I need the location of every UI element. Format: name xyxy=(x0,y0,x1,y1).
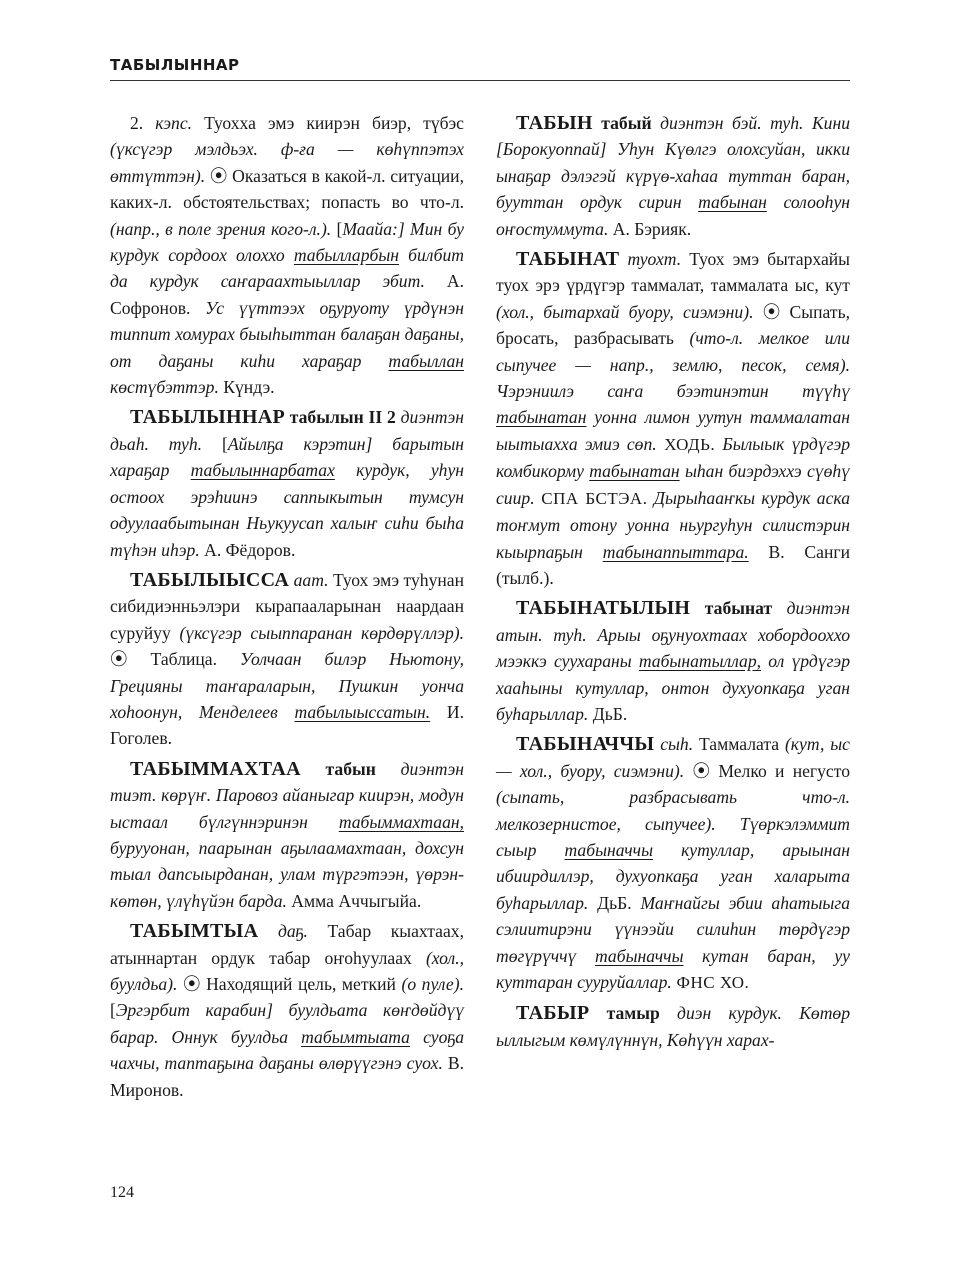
usage-note: (үксүгэр мэлдьэх. ф-ға — көһүппэтэх өттүттэн). xyxy=(110,139,464,186)
example: барытын харaҕар xyxy=(110,433,464,481)
russian-translation: ⦿ Находящий цель, меткий xyxy=(177,974,402,994)
example: курдук, уһун остоох эрэһиинэ саппыкытын тумсун одуулаабытынан Ньукуусап халыҥ сиһи быһа түһэн иһэр. xyxy=(110,460,465,560)
grammar-label: сыһ. xyxy=(654,734,694,755)
grammar-label: даҕ. xyxy=(258,921,308,942)
bracket: [ xyxy=(110,1000,116,1021)
usage-note: (үксүгэр сыыппаранан көрдөрүллэр). xyxy=(179,622,464,643)
entry-tabymtyya xyxy=(110,918,464,1103)
headword: ТАБЫЛЫННАР xyxy=(130,406,285,429)
example: кутан баран, уу куттаран сууруйаллар. xyxy=(496,945,850,992)
base-word: табылын II 2 xyxy=(284,407,396,428)
definition: Таммалата xyxy=(693,734,785,755)
russian-translation: ⦿ Сыпать, бросать, разбрасывать xyxy=(496,301,850,349)
russian-translation: ⦿ Таблица. xyxy=(110,649,218,670)
grammar-label: диэнтэн дьаһ. туһ. xyxy=(110,407,464,454)
example: Түөркэлэммит сыыр xyxy=(496,813,851,860)
entry-sense-2 xyxy=(110,110,464,400)
russian-translation: ⦿ Мелко и негусто xyxy=(684,760,850,781)
example-keyword: табыммахтаан, xyxy=(338,811,464,832)
base-word: тамыр xyxy=(589,1003,660,1024)
example: буулдьата көҥдөйдүү барар. Оннук буулдьа xyxy=(110,1000,464,1047)
definition: Туохха эмэ киирэн биэр, түбэс xyxy=(192,113,464,133)
translation-note: (о пуле). xyxy=(401,974,464,994)
example-keyword: табылыыссатын. xyxy=(294,701,431,722)
entry-tabylyyssa xyxy=(110,567,464,752)
example-keyword: табынатан xyxy=(589,461,680,482)
base-word: табын xyxy=(300,758,376,779)
example: Көтөр ыллыгым көмүлүннүн, Көһүүн харах- xyxy=(496,1003,850,1050)
source: В. Санги (тылб.). xyxy=(496,541,850,588)
entry-tabynachchy xyxy=(496,731,850,996)
definition: Туох эмэ туһунан сибидиэнньэлэри кырапааларынан наардаан суруйуу xyxy=(110,569,464,643)
definition: Туох эмэ бытархайы туох эрэ үрдүгэр таммалат, таммалата ыс, кут xyxy=(496,249,850,296)
source: А. Софронов. xyxy=(110,271,464,318)
entry-tabymmakhtaa xyxy=(110,756,464,914)
usage-note: (хол., бытархай буору, сиэмэни). xyxy=(496,301,754,322)
source: А. Фёдоров. xyxy=(199,539,296,560)
grammar-label: туохт. xyxy=(619,249,682,270)
grammar-label: диэнтэн атын. туһ. xyxy=(496,598,850,645)
sense-number: 2. xyxy=(130,113,144,133)
example: ол үрдүгэр хааһыны кутуллар, онтон духуопкаҕа уган буһарыллар. xyxy=(496,651,850,724)
translation-note: (сыпать, разбрасывать что-л. мелкозернистое, сыпучее). xyxy=(496,787,850,834)
russian-translation: ⦿ Оказаться в какой-л. ситуации, каких-л. обстоятельствах; попасть во что-л. xyxy=(110,165,464,213)
example: Арыы оҕунуохтаах хобордооххо мээккэ суухараны xyxy=(496,624,850,672)
example: суоҕа чахчы, таптаҕына даҕаны өлөрүүгэнэ суох. xyxy=(110,1026,465,1074)
example: Мин бу курдук сордоох олоххо xyxy=(110,218,464,266)
example: ыһан биэрдэххэ сүөһү сиир. xyxy=(496,461,850,508)
grammar-label: диэн курдук. xyxy=(659,1003,782,1024)
headword: ТАБЫММАХТАА xyxy=(130,757,301,780)
translation-note: (напр., в поле зрения кого-л.). xyxy=(110,218,332,239)
source: СПА БСТЭА. xyxy=(534,488,648,508)
example-keyword: табыллан xyxy=(388,350,464,371)
entry-tabynatylyn xyxy=(496,595,850,727)
source: В. Миронов. xyxy=(110,1053,464,1100)
bracket-text: Эргэрбит карабин] xyxy=(115,1000,273,1021)
example: көстүбэттэр. xyxy=(110,377,219,398)
bracket-text: Айылҕа кэрэтин] xyxy=(227,433,373,454)
source: А. Бэрияк. xyxy=(608,218,692,239)
example: Чэрэниилэ саҥа бээтинэтин түүһү xyxy=(496,381,850,402)
example-keyword: табылыннарбатах xyxy=(190,460,335,481)
usage-note: (хол., буулдьа). xyxy=(110,947,464,994)
header-rule xyxy=(110,80,850,81)
example-keyword: табыначчы xyxy=(564,839,653,860)
grammar-label: диэнтэн тиэт. көрүҥ. xyxy=(110,758,464,806)
definition: Табар кыахтаах, атыннартан ордук табар оҥоһуулаах xyxy=(110,921,464,968)
base-word: табый xyxy=(592,113,652,133)
entry-tabyn xyxy=(496,110,850,242)
source: ФНС ХО. xyxy=(671,973,750,992)
source: Амма Аччыгыйа. xyxy=(286,890,422,911)
headword: ТАБЫЛЫЫССА xyxy=(130,568,290,591)
source: ХОДЬ. xyxy=(656,434,716,454)
example: бурууонан, паарынан аҕылаамахтаан, дохсун тыал дапсыырданан, улам түргэтээн, үөрэн-көтөн, үлүһүйэн барда. xyxy=(110,837,464,911)
grammar-label: кэпс. xyxy=(143,113,193,133)
example: Былыык үрдүгэр комбикорму xyxy=(496,433,850,482)
bracket-text: Маайа:] xyxy=(342,218,405,239)
entry-tabylynnar xyxy=(110,404,464,562)
example: Маҥнайгы эбии аһатыыга сэлиитирэни үүнээйи силиһин төрдүгэр төгүрүччү xyxy=(496,892,850,966)
example: Уолчаан билэр Ньютону, Грецияны таҥараларын, Пушкин уонча хоһоонун, Менделеев xyxy=(110,649,464,722)
example-keyword: табынаппыттара. xyxy=(602,541,749,562)
example: билбит да курдук саҥараахтыыллар эбит. xyxy=(110,245,465,292)
headword: ТАБЫН xyxy=(516,112,593,134)
example: солооһун оҥостуммута. xyxy=(496,192,851,239)
usage-note: (кут, ыс — хол., буору, сиэмэни). xyxy=(496,734,850,781)
running-head: ТАБЫЛЫННАР xyxy=(110,56,240,74)
example-keyword: табыначчы xyxy=(595,945,684,966)
entry-tabyr xyxy=(496,1000,850,1053)
left-column xyxy=(110,110,464,1107)
source: Күндэ. xyxy=(218,377,275,398)
example: Паровоз айаныгар киирэн, модун ыстаал бүлгүннэринэн xyxy=(110,785,464,832)
headword: ТАБЫМТЫА xyxy=(130,920,259,943)
example: кутуллар, арыынан ибиирдиллэр, духуопкаҕа уган халарыта буһарыллар. xyxy=(496,839,851,913)
example-keyword: табынатыллар, xyxy=(638,651,762,672)
headword: ТАБЫНАЧЧЫ xyxy=(516,733,655,756)
example: Дырыһааҥкы курдук аска тоҥмут отону уонна ньургуһун силистэрин кыырпаҕын xyxy=(496,487,850,562)
right-column xyxy=(496,110,850,1057)
example: Кини [ xyxy=(496,113,850,160)
source: И. Гоголев. xyxy=(110,701,464,749)
example-keyword: табылларбын xyxy=(293,245,399,266)
source: ДьБ. xyxy=(588,892,632,913)
grammar-label: аат. xyxy=(289,569,329,590)
base-word: табынат xyxy=(690,598,773,619)
bracket: [ xyxy=(331,218,343,239)
example: Ус үүттээх оҕуруоту үрдүнэн типпит хомурах быыһыттан балаҕан даҕаны, от даҕаны киһи харaҕар xyxy=(110,297,464,371)
example: Уһун Күөлгэ олохсуйан, икки ынаҕар дэлэгэй күрүө-хаһаа туттан баран, бууттан ордук сирин xyxy=(496,139,850,213)
source: ДьБ. xyxy=(588,703,628,724)
headword: ТАБЫНАТЫЛЫН xyxy=(516,597,691,620)
page-number: 124 xyxy=(110,1184,134,1201)
bracket: [ xyxy=(202,433,228,454)
bracket-text: Борокуоппай] xyxy=(502,139,607,160)
entry-tabynat xyxy=(496,246,850,591)
headword: ТАБЫР xyxy=(516,1002,590,1025)
example: уонна лимон уутун таммалатан ыытыаххa эмиэ сөп. xyxy=(496,407,850,454)
translation-note: (что-л. мелкое или сыпучее — напр., землю, песок, семя). xyxy=(496,328,850,375)
example-keyword: табынан xyxy=(698,192,767,213)
example-keyword: табымтыата xyxy=(301,1026,410,1047)
grammar-label: диэнтэн бэй. туһ. xyxy=(651,113,804,133)
example-keyword: табынатан xyxy=(496,407,587,428)
headword: ТАБЫНАТ xyxy=(516,248,620,271)
